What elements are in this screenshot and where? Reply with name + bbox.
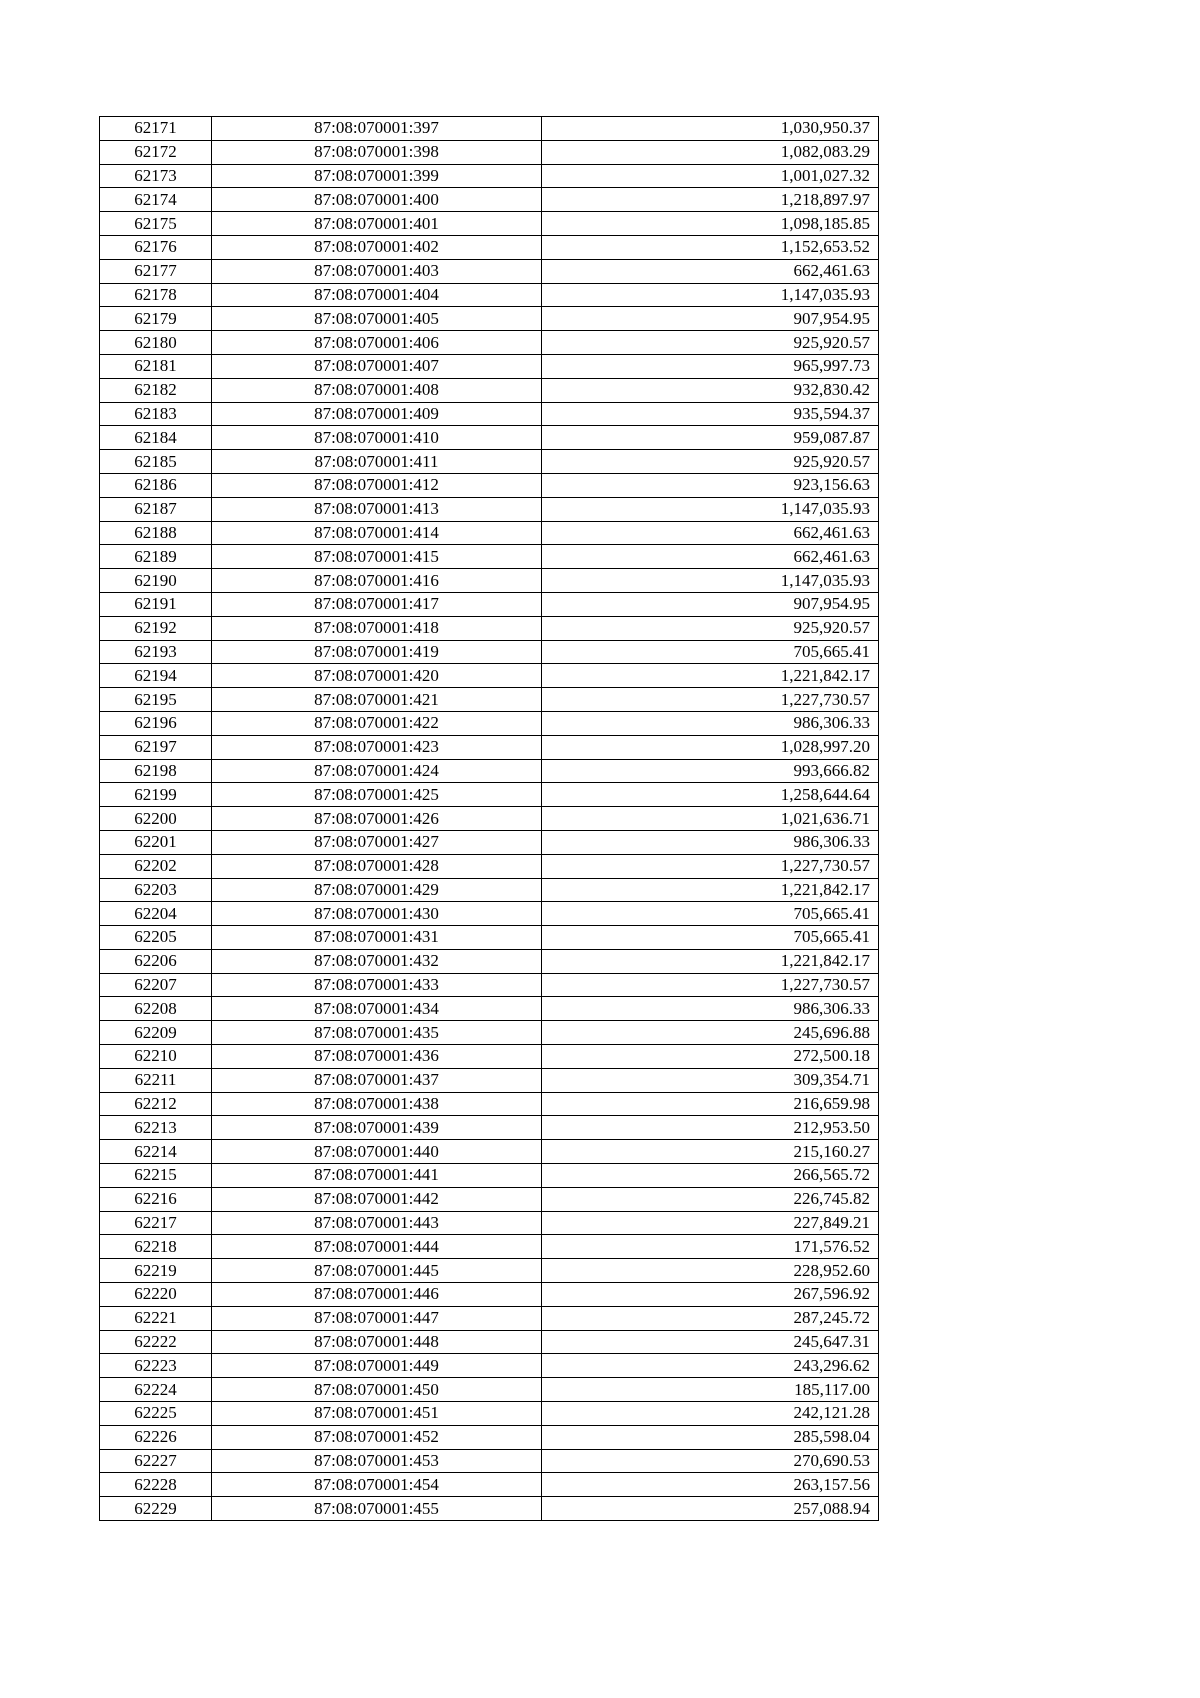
cadastral-number-cell: 87:08:070001:440 bbox=[212, 1140, 542, 1164]
value-cell: 266,565.72 bbox=[542, 1164, 879, 1188]
table-row bbox=[100, 188, 879, 212]
row-number-cell: 62223 bbox=[100, 1354, 212, 1378]
cadastral-number-cell: 87:08:070001:445 bbox=[212, 1259, 542, 1283]
row-number-cell: 62182 bbox=[100, 378, 212, 402]
table-row bbox=[100, 1164, 879, 1188]
value-cell: 245,696.88 bbox=[542, 1021, 879, 1045]
cadastral-number-cell: 87:08:070001:413 bbox=[212, 497, 542, 521]
row-number-cell: 62185 bbox=[100, 450, 212, 474]
table-row bbox=[100, 878, 879, 902]
cadastral-number-cell: 87:08:070001:418 bbox=[212, 616, 542, 640]
row-number-cell: 62224 bbox=[100, 1378, 212, 1402]
value-cell: 245,647.31 bbox=[542, 1330, 879, 1354]
value-cell: 1,227,730.57 bbox=[542, 688, 879, 712]
table-row bbox=[100, 616, 879, 640]
value-cell: 1,218,897.97 bbox=[542, 188, 879, 212]
value-cell: 1,021,636.71 bbox=[542, 807, 879, 831]
row-number-cell: 62195 bbox=[100, 688, 212, 712]
table-row bbox=[100, 854, 879, 878]
table-row bbox=[100, 331, 879, 355]
cadastral-number-cell: 87:08:070001:454 bbox=[212, 1473, 542, 1497]
value-cell: 1,227,730.57 bbox=[542, 973, 879, 997]
row-number-cell: 62203 bbox=[100, 878, 212, 902]
table-row bbox=[100, 426, 879, 450]
row-number-cell: 62201 bbox=[100, 830, 212, 854]
cadastral-number-cell: 87:08:070001:442 bbox=[212, 1187, 542, 1211]
row-number-cell: 62218 bbox=[100, 1235, 212, 1259]
cadastral-number-cell: 87:08:070001:439 bbox=[212, 1116, 542, 1140]
table-row bbox=[100, 1021, 879, 1045]
cadastral-number-cell: 87:08:070001:399 bbox=[212, 164, 542, 188]
row-number-cell: 62216 bbox=[100, 1187, 212, 1211]
row-number-cell: 62213 bbox=[100, 1116, 212, 1140]
value-cell: 272,500.18 bbox=[542, 1045, 879, 1069]
table-row bbox=[100, 235, 879, 259]
row-number-cell: 62206 bbox=[100, 949, 212, 973]
table-row bbox=[100, 354, 879, 378]
row-number-cell: 62187 bbox=[100, 497, 212, 521]
cadastral-number-cell: 87:08:070001:411 bbox=[212, 450, 542, 474]
cadastral-number-cell: 87:08:070001:429 bbox=[212, 878, 542, 902]
table-row bbox=[100, 212, 879, 236]
table-row bbox=[100, 1235, 879, 1259]
row-number-cell: 62214 bbox=[100, 1140, 212, 1164]
row-number-cell: 62174 bbox=[100, 188, 212, 212]
table-row bbox=[100, 1449, 879, 1473]
value-cell: 1,030,950.37 bbox=[542, 117, 879, 141]
table-row bbox=[100, 1402, 879, 1426]
value-cell: 662,461.63 bbox=[542, 521, 879, 545]
value-cell: 185,117.00 bbox=[542, 1378, 879, 1402]
row-number-cell: 62221 bbox=[100, 1306, 212, 1330]
cadastral-number-cell: 87:08:070001:451 bbox=[212, 1402, 542, 1426]
row-number-cell: 62217 bbox=[100, 1211, 212, 1235]
value-cell: 1,147,035.93 bbox=[542, 497, 879, 521]
value-cell: 285,598.04 bbox=[542, 1425, 879, 1449]
value-cell: 226,745.82 bbox=[542, 1187, 879, 1211]
row-number-cell: 62184 bbox=[100, 426, 212, 450]
row-number-cell: 62222 bbox=[100, 1330, 212, 1354]
cadastral-number-cell: 87:08:070001:436 bbox=[212, 1045, 542, 1069]
row-number-cell: 62229 bbox=[100, 1497, 212, 1521]
value-cell: 965,997.73 bbox=[542, 354, 879, 378]
table-row bbox=[100, 164, 879, 188]
value-cell: 1,147,035.93 bbox=[542, 283, 879, 307]
value-cell: 959,087.87 bbox=[542, 426, 879, 450]
cadastral-number-cell: 87:08:070001:407 bbox=[212, 354, 542, 378]
value-cell: 1,028,997.20 bbox=[542, 735, 879, 759]
cadastral-number-cell: 87:08:070001:433 bbox=[212, 973, 542, 997]
row-number-cell: 62227 bbox=[100, 1449, 212, 1473]
cadastral-number-cell: 87:08:070001:435 bbox=[212, 1021, 542, 1045]
cadastral-number-cell: 87:08:070001:425 bbox=[212, 783, 542, 807]
value-cell: 907,954.95 bbox=[542, 307, 879, 331]
table-row bbox=[100, 807, 879, 831]
value-cell: 1,098,185.85 bbox=[542, 212, 879, 236]
cadastral-number-cell: 87:08:070001:434 bbox=[212, 997, 542, 1021]
row-number-cell: 62210 bbox=[100, 1045, 212, 1069]
cadastral-number-cell: 87:08:070001:455 bbox=[212, 1497, 542, 1521]
cadastral-number-cell: 87:08:070001:419 bbox=[212, 640, 542, 664]
cadastral-number-cell: 87:08:070001:414 bbox=[212, 521, 542, 545]
cadastral-number-cell: 87:08:070001:427 bbox=[212, 830, 542, 854]
row-number-cell: 62211 bbox=[100, 1068, 212, 1092]
table-row bbox=[100, 1116, 879, 1140]
table-row bbox=[100, 545, 879, 569]
cadastral-number-cell: 87:08:070001:406 bbox=[212, 331, 542, 355]
table-row bbox=[100, 1092, 879, 1116]
cadastral-number-cell: 87:08:070001:431 bbox=[212, 926, 542, 950]
value-cell: 257,088.94 bbox=[542, 1497, 879, 1521]
row-number-cell: 62225 bbox=[100, 1402, 212, 1426]
value-cell: 705,665.41 bbox=[542, 640, 879, 664]
value-cell: 1,258,644.64 bbox=[542, 783, 879, 807]
value-cell: 925,920.57 bbox=[542, 331, 879, 355]
table-row bbox=[100, 1330, 879, 1354]
row-number-cell: 62226 bbox=[100, 1425, 212, 1449]
cadastral-number-cell: 87:08:070001:448 bbox=[212, 1330, 542, 1354]
value-cell: 1,082,083.29 bbox=[542, 140, 879, 164]
cadastral-number-cell: 87:08:070001:453 bbox=[212, 1449, 542, 1473]
table-row bbox=[100, 1354, 879, 1378]
row-number-cell: 62215 bbox=[100, 1164, 212, 1188]
value-cell: 267,596.92 bbox=[542, 1283, 879, 1307]
table-row bbox=[100, 1259, 879, 1283]
table-row bbox=[100, 473, 879, 497]
table-row bbox=[100, 1306, 879, 1330]
row-number-cell: 62212 bbox=[100, 1092, 212, 1116]
table-row bbox=[100, 569, 879, 593]
table-row bbox=[100, 1378, 879, 1402]
row-number-cell: 62204 bbox=[100, 902, 212, 926]
value-cell: 171,576.52 bbox=[542, 1235, 879, 1259]
row-number-cell: 62189 bbox=[100, 545, 212, 569]
table-row bbox=[100, 283, 879, 307]
row-number-cell: 62220 bbox=[100, 1283, 212, 1307]
value-cell: 662,461.63 bbox=[542, 545, 879, 569]
cadastral-number-cell: 87:08:070001:420 bbox=[212, 664, 542, 688]
row-number-cell: 62198 bbox=[100, 759, 212, 783]
table-row bbox=[100, 664, 879, 688]
table-row bbox=[100, 117, 879, 141]
row-number-cell: 62178 bbox=[100, 283, 212, 307]
value-cell: 227,849.21 bbox=[542, 1211, 879, 1235]
value-cell: 228,952.60 bbox=[542, 1259, 879, 1283]
value-cell: 923,156.63 bbox=[542, 473, 879, 497]
table-row bbox=[100, 307, 879, 331]
table-row bbox=[100, 450, 879, 474]
value-cell: 925,920.57 bbox=[542, 616, 879, 640]
row-number-cell: 62199 bbox=[100, 783, 212, 807]
row-number-cell: 62173 bbox=[100, 164, 212, 188]
table-row bbox=[100, 378, 879, 402]
value-cell: 1,152,653.52 bbox=[542, 235, 879, 259]
row-number-cell: 62205 bbox=[100, 926, 212, 950]
row-number-cell: 62192 bbox=[100, 616, 212, 640]
value-cell: 935,594.37 bbox=[542, 402, 879, 426]
cadastral-number-cell: 87:08:070001:412 bbox=[212, 473, 542, 497]
cadastral-number-cell: 87:08:070001:403 bbox=[212, 259, 542, 283]
value-cell: 705,665.41 bbox=[542, 902, 879, 926]
cadastral-number-cell: 87:08:070001:422 bbox=[212, 711, 542, 735]
cadastral-number-cell: 87:08:070001:441 bbox=[212, 1164, 542, 1188]
table-row bbox=[100, 973, 879, 997]
value-cell: 287,245.72 bbox=[542, 1306, 879, 1330]
row-number-cell: 62196 bbox=[100, 711, 212, 735]
cadastral-number-cell: 87:08:070001:446 bbox=[212, 1283, 542, 1307]
row-number-cell: 62197 bbox=[100, 735, 212, 759]
cadastral-number-cell: 87:08:070001:430 bbox=[212, 902, 542, 926]
table-row bbox=[100, 497, 879, 521]
cadastral-number-cell: 87:08:070001:417 bbox=[212, 592, 542, 616]
cadastral-number-cell: 87:08:070001:444 bbox=[212, 1235, 542, 1259]
table-row bbox=[100, 783, 879, 807]
table-row bbox=[100, 402, 879, 426]
value-cell: 212,953.50 bbox=[542, 1116, 879, 1140]
table-row bbox=[100, 711, 879, 735]
row-number-cell: 62193 bbox=[100, 640, 212, 664]
cadastral-number-cell: 87:08:070001:400 bbox=[212, 188, 542, 212]
row-number-cell: 62171 bbox=[100, 117, 212, 141]
cadastral-number-cell: 87:08:070001:449 bbox=[212, 1354, 542, 1378]
row-number-cell: 62207 bbox=[100, 973, 212, 997]
value-cell: 1,147,035.93 bbox=[542, 569, 879, 593]
cadastral-number-cell: 87:08:070001:426 bbox=[212, 807, 542, 831]
row-number-cell: 62194 bbox=[100, 664, 212, 688]
row-number-cell: 62176 bbox=[100, 235, 212, 259]
cadastral-value-table bbox=[99, 116, 879, 1521]
value-cell: 1,001,027.32 bbox=[542, 164, 879, 188]
row-number-cell: 62181 bbox=[100, 354, 212, 378]
row-number-cell: 62228 bbox=[100, 1473, 212, 1497]
value-cell: 986,306.33 bbox=[542, 711, 879, 735]
cadastral-number-cell: 87:08:070001:397 bbox=[212, 117, 542, 141]
row-number-cell: 62191 bbox=[100, 592, 212, 616]
table-row bbox=[100, 1140, 879, 1164]
table-row bbox=[100, 1211, 879, 1235]
value-cell: 309,354.71 bbox=[542, 1068, 879, 1092]
cadastral-number-cell: 87:08:070001:416 bbox=[212, 569, 542, 593]
value-cell: 925,920.57 bbox=[542, 450, 879, 474]
value-cell: 1,227,730.57 bbox=[542, 854, 879, 878]
cadastral-number-cell: 87:08:070001:398 bbox=[212, 140, 542, 164]
table-row bbox=[100, 949, 879, 973]
table-row bbox=[100, 735, 879, 759]
table-row bbox=[100, 1473, 879, 1497]
cadastral-number-cell: 87:08:070001:410 bbox=[212, 426, 542, 450]
value-cell: 932,830.42 bbox=[542, 378, 879, 402]
cadastral-number-cell: 87:08:070001:432 bbox=[212, 949, 542, 973]
row-number-cell: 62219 bbox=[100, 1259, 212, 1283]
value-cell: 705,665.41 bbox=[542, 926, 879, 950]
table-row bbox=[100, 688, 879, 712]
value-cell: 270,690.53 bbox=[542, 1449, 879, 1473]
table-row bbox=[100, 830, 879, 854]
table-row bbox=[100, 259, 879, 283]
value-cell: 986,306.33 bbox=[542, 830, 879, 854]
table-row bbox=[100, 521, 879, 545]
value-cell: 1,221,842.17 bbox=[542, 949, 879, 973]
table-row bbox=[100, 640, 879, 664]
value-cell: 986,306.33 bbox=[542, 997, 879, 1021]
row-number-cell: 62209 bbox=[100, 1021, 212, 1045]
row-number-cell: 62179 bbox=[100, 307, 212, 331]
value-cell: 243,296.62 bbox=[542, 1354, 879, 1378]
cadastral-number-cell: 87:08:070001:404 bbox=[212, 283, 542, 307]
value-cell: 263,157.56 bbox=[542, 1473, 879, 1497]
row-number-cell: 62208 bbox=[100, 997, 212, 1021]
row-number-cell: 62188 bbox=[100, 521, 212, 545]
cadastral-number-cell: 87:08:070001:447 bbox=[212, 1306, 542, 1330]
row-number-cell: 62200 bbox=[100, 807, 212, 831]
cadastral-number-cell: 87:08:070001:402 bbox=[212, 235, 542, 259]
cadastral-number-cell: 87:08:070001:409 bbox=[212, 402, 542, 426]
cadastral-number-cell: 87:08:070001:423 bbox=[212, 735, 542, 759]
row-number-cell: 62175 bbox=[100, 212, 212, 236]
value-cell: 1,221,842.17 bbox=[542, 878, 879, 902]
row-number-cell: 62180 bbox=[100, 331, 212, 355]
table-body bbox=[100, 117, 879, 1521]
cadastral-number-cell: 87:08:070001:421 bbox=[212, 688, 542, 712]
table-row bbox=[100, 1068, 879, 1092]
cadastral-number-cell: 87:08:070001:428 bbox=[212, 854, 542, 878]
cadastral-number-cell: 87:08:070001:405 bbox=[212, 307, 542, 331]
table-row bbox=[100, 140, 879, 164]
cadastral-number-cell: 87:08:070001:443 bbox=[212, 1211, 542, 1235]
row-number-cell: 62177 bbox=[100, 259, 212, 283]
cadastral-number-cell: 87:08:070001:452 bbox=[212, 1425, 542, 1449]
cadastral-number-cell: 87:08:070001:438 bbox=[212, 1092, 542, 1116]
value-cell: 1,221,842.17 bbox=[542, 664, 879, 688]
table-row bbox=[100, 592, 879, 616]
row-number-cell: 62183 bbox=[100, 402, 212, 426]
cadastral-number-cell: 87:08:070001:415 bbox=[212, 545, 542, 569]
row-number-cell: 62202 bbox=[100, 854, 212, 878]
table-row bbox=[100, 759, 879, 783]
table-row bbox=[100, 1497, 879, 1521]
table-row bbox=[100, 1425, 879, 1449]
row-number-cell: 62190 bbox=[100, 569, 212, 593]
row-number-cell: 62186 bbox=[100, 473, 212, 497]
value-cell: 216,659.98 bbox=[542, 1092, 879, 1116]
table-row bbox=[100, 926, 879, 950]
table-row bbox=[100, 997, 879, 1021]
value-cell: 993,666.82 bbox=[542, 759, 879, 783]
value-cell: 215,160.27 bbox=[542, 1140, 879, 1164]
cadastral-number-cell: 87:08:070001:450 bbox=[212, 1378, 542, 1402]
value-cell: 907,954.95 bbox=[542, 592, 879, 616]
table-row bbox=[100, 1283, 879, 1307]
cadastral-number-cell: 87:08:070001:437 bbox=[212, 1068, 542, 1092]
table-row bbox=[100, 1045, 879, 1069]
cadastral-number-cell: 87:08:070001:408 bbox=[212, 378, 542, 402]
cadastral-number-cell: 87:08:070001:424 bbox=[212, 759, 542, 783]
table-row bbox=[100, 1187, 879, 1211]
cadastral-number-cell: 87:08:070001:401 bbox=[212, 212, 542, 236]
row-number-cell: 62172 bbox=[100, 140, 212, 164]
table-row bbox=[100, 902, 879, 926]
value-cell: 662,461.63 bbox=[542, 259, 879, 283]
value-cell: 242,121.28 bbox=[542, 1402, 879, 1426]
